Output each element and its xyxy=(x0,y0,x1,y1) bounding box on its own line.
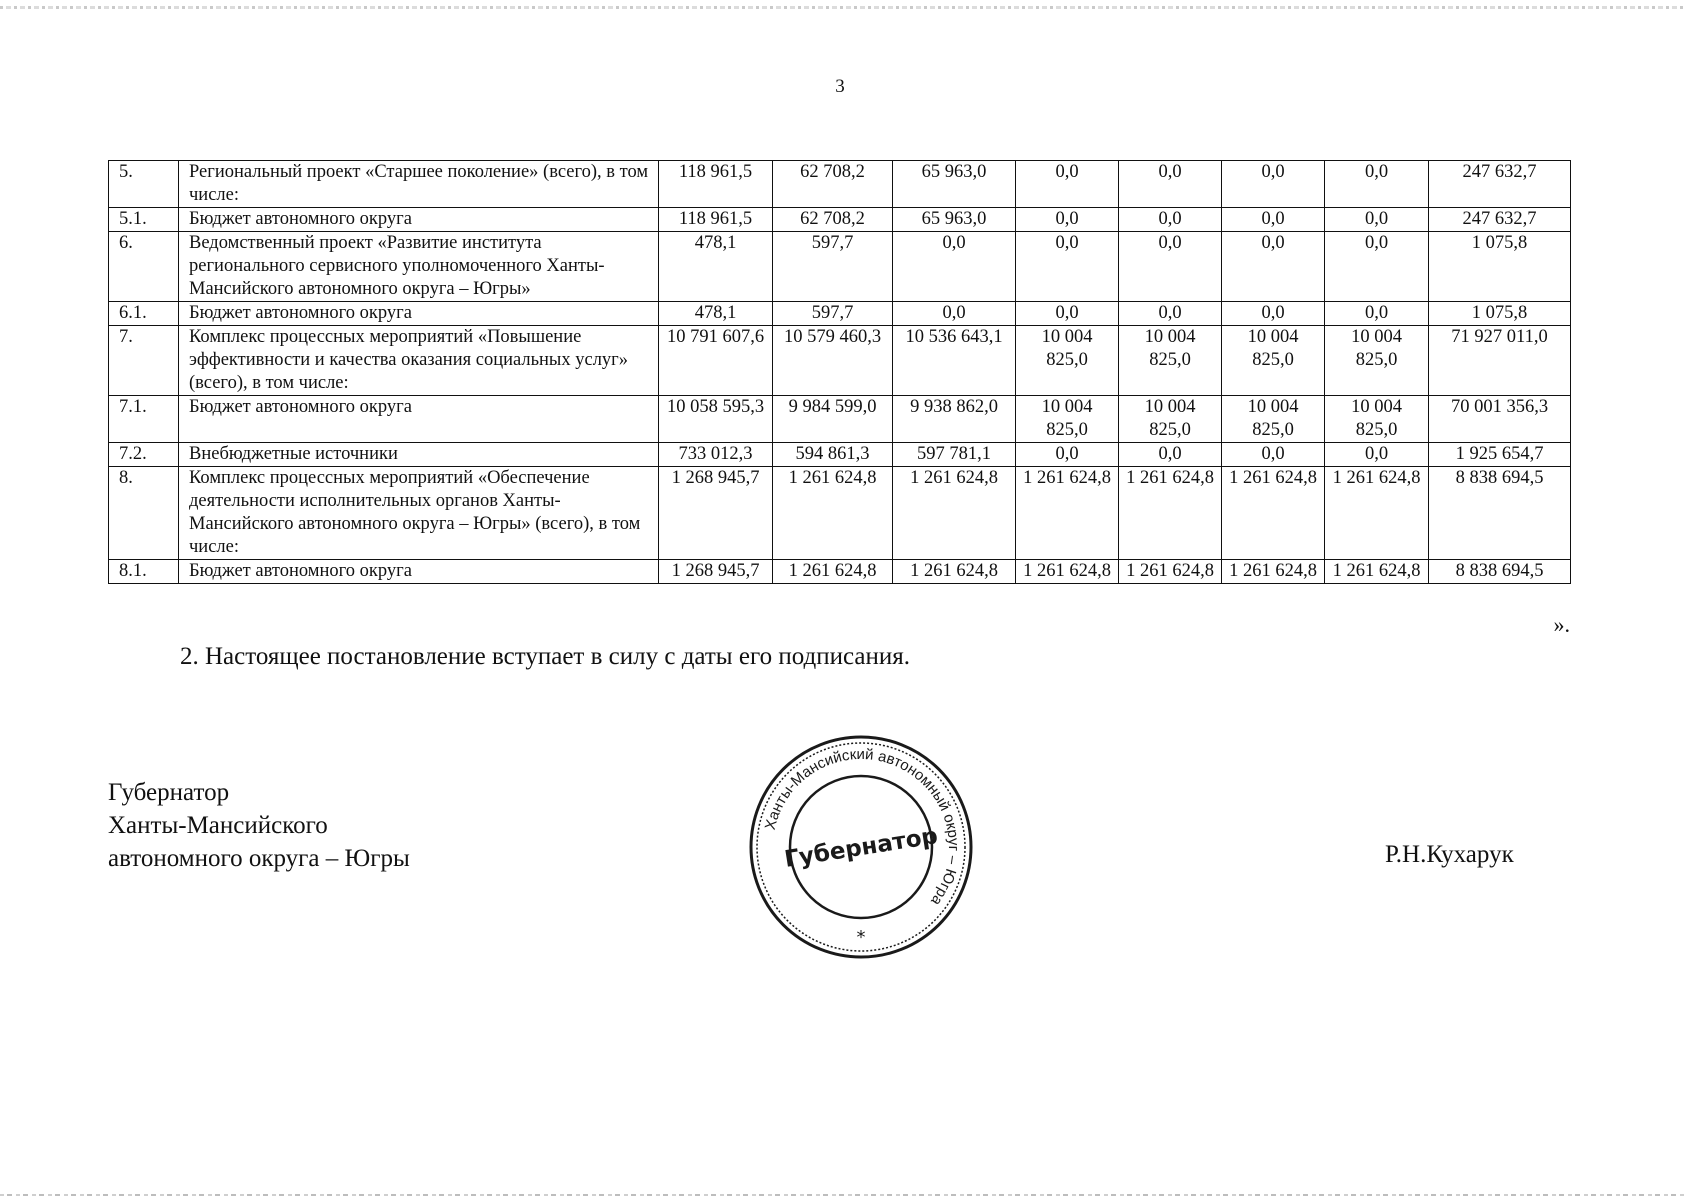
table-body xyxy=(109,161,1571,584)
row-index: 8.1. xyxy=(109,560,179,584)
row-index: 6.1. xyxy=(109,302,179,326)
row-year-value: 65 963,0 xyxy=(893,161,1016,208)
row-year-value: 1 268 945,7 xyxy=(659,467,773,560)
row-name: Региональный проект «Старшее поколение» (всего), в том числе: xyxy=(179,161,659,208)
row-year-value: 478,1 xyxy=(659,232,773,302)
row-year-value: 118 961,5 xyxy=(659,208,773,232)
row-year-value: 1 261 624,8 xyxy=(1222,560,1325,584)
row-year-value: 1 261 624,8 xyxy=(1016,560,1119,584)
row-index: 5. xyxy=(109,161,179,208)
row-year-value: 9 984 599,0 xyxy=(773,396,893,443)
row-year-value: 597 781,1 xyxy=(893,443,1016,467)
row-total-value: 1 075,8 xyxy=(1429,302,1571,326)
row-total-value: 70 001 356,3 xyxy=(1429,396,1571,443)
row-year-value: 0,0 xyxy=(1119,232,1222,302)
table-row xyxy=(109,161,1571,208)
seal-center-text: Губернатор xyxy=(782,823,940,873)
row-index: 7. xyxy=(109,326,179,396)
row-name: Бюджет автономного округа xyxy=(179,560,659,584)
row-year-value: 118 961,5 xyxy=(659,161,773,208)
row-year-value: 0,0 xyxy=(1016,443,1119,467)
seal-star: * xyxy=(856,927,866,948)
row-year-value: 0,0 xyxy=(1325,232,1429,302)
row-year-value: 0,0 xyxy=(1222,302,1325,326)
row-total-value: 1 075,8 xyxy=(1429,232,1571,302)
row-year-value: 0,0 xyxy=(1325,161,1429,208)
row-year-value: 0,0 xyxy=(1222,161,1325,208)
row-total-value: 1 925 654,7 xyxy=(1429,443,1571,467)
row-year-value: 1 261 624,8 xyxy=(1119,560,1222,584)
row-name: Бюджет автономного округа xyxy=(179,396,659,443)
row-year-value: 478,1 xyxy=(659,302,773,326)
row-year-value: 10 004 825,0 xyxy=(1222,326,1325,396)
closing-quote: ». xyxy=(1553,612,1570,637)
table-row xyxy=(109,326,1571,396)
row-total-value: 71 927 011,0 xyxy=(1429,326,1571,396)
row-year-value: 10 004 825,0 xyxy=(1119,326,1222,396)
signer-title-line: Губернатор xyxy=(108,779,230,806)
signer-title-line: Ханты-Мансийского xyxy=(108,812,328,839)
row-index: 8. xyxy=(109,467,179,560)
row-year-value: 597,7 xyxy=(773,302,893,326)
row-year-value: 10 536 643,1 xyxy=(893,326,1016,396)
row-year-value: 62 708,2 xyxy=(773,161,893,208)
row-year-value: 10 579 460,3 xyxy=(773,326,893,396)
row-year-value: 10 004 825,0 xyxy=(1016,396,1119,443)
table-row xyxy=(109,467,1571,560)
row-year-value: 0,0 xyxy=(1119,208,1222,232)
row-total-value: 247 632,7 xyxy=(1429,161,1571,208)
row-index: 5.1. xyxy=(109,208,179,232)
row-year-value: 0,0 xyxy=(1325,208,1429,232)
row-name: Внебюджетные источники xyxy=(179,443,659,467)
row-name: Бюджет автономного округа xyxy=(179,208,659,232)
row-year-value: 0,0 xyxy=(1119,443,1222,467)
row-year-value: 1 261 624,8 xyxy=(1325,467,1429,560)
page-number: 3 xyxy=(835,76,845,97)
row-index: 6. xyxy=(109,232,179,302)
row-year-value: 62 708,2 xyxy=(773,208,893,232)
row-year-value: 10 004 825,0 xyxy=(1119,396,1222,443)
row-year-value: 1 261 624,8 xyxy=(773,467,893,560)
row-total-value: 247 632,7 xyxy=(1429,208,1571,232)
seal-ring-text: Ханты-Мансийский автономный округ – Югра xyxy=(761,745,963,909)
row-year-value: 594 861,3 xyxy=(773,443,893,467)
row-year-value: 1 261 624,8 xyxy=(1222,467,1325,560)
row-year-value: 10 004 825,0 xyxy=(1325,326,1429,396)
row-year-value: 0,0 xyxy=(1325,443,1429,467)
row-year-value: 0,0 xyxy=(1119,161,1222,208)
row-year-value: 0,0 xyxy=(1222,443,1325,467)
row-year-value: 10 004 825,0 xyxy=(1222,396,1325,443)
row-year-value: 0,0 xyxy=(1222,232,1325,302)
row-year-value: 0,0 xyxy=(1016,161,1119,208)
row-index: 7.1. xyxy=(109,396,179,443)
row-year-value: 0,0 xyxy=(1222,208,1325,232)
governor-seal xyxy=(746,732,976,962)
row-index: 7.2. xyxy=(109,443,179,467)
row-year-value: 9 938 862,0 xyxy=(893,396,1016,443)
row-year-value: 10 791 607,6 xyxy=(659,326,773,396)
row-year-value: 597,7 xyxy=(773,232,893,302)
row-total-value: 8 838 694,5 xyxy=(1429,467,1571,560)
row-year-value: 65 963,0 xyxy=(893,208,1016,232)
row-year-value: 0,0 xyxy=(1016,208,1119,232)
row-year-value: 0,0 xyxy=(893,302,1016,326)
effective-date-clause: 2. Настоящее постановление вступает в силу с даты его подписания. xyxy=(180,643,910,670)
row-year-value: 1 261 624,8 xyxy=(773,560,893,584)
row-name: Бюджет автономного округа xyxy=(179,302,659,326)
row-year-value: 1 268 945,7 xyxy=(659,560,773,584)
table-row xyxy=(109,443,1571,467)
row-year-value: 10 004 825,0 xyxy=(1325,396,1429,443)
table-row xyxy=(109,302,1571,326)
table-row xyxy=(109,560,1571,584)
row-name: Ведомственный проект «Развитие института регионального сервисного уполномоченного Ханты-Мансийского автономного округа – Югры» xyxy=(179,232,659,302)
row-year-value: 1 261 624,8 xyxy=(893,467,1016,560)
table-row xyxy=(109,232,1571,302)
signer-title-line: автономного округа – Югры xyxy=(108,845,410,872)
row-name: Комплекс процессных мероприятий «Обеспечение деятельности исполнительных органов Ханты-Мансийского автономного округа – Югры» (всего), в том числе: xyxy=(179,467,659,560)
row-year-value: 10 004 825,0 xyxy=(1016,326,1119,396)
budget-table xyxy=(108,160,1571,584)
row-year-value: 0,0 xyxy=(1016,232,1119,302)
table-row xyxy=(109,396,1571,443)
row-total-value: 8 838 694,5 xyxy=(1429,560,1571,584)
scan-edge-bottom xyxy=(0,1194,1686,1196)
row-year-value: 10 058 595,3 xyxy=(659,396,773,443)
signer-title xyxy=(108,776,410,875)
row-year-value: 1 261 624,8 xyxy=(1016,467,1119,560)
table-row xyxy=(109,208,1571,232)
row-year-value: 1 261 624,8 xyxy=(1325,560,1429,584)
row-name: Комплекс процессных мероприятий «Повышение эффективности и качества оказания социальных услуг» (всего), в том числе: xyxy=(179,326,659,396)
row-year-value: 0,0 xyxy=(893,232,1016,302)
row-year-value: 0,0 xyxy=(1016,302,1119,326)
scan-edge-top xyxy=(0,6,1686,9)
row-year-value: 1 261 624,8 xyxy=(893,560,1016,584)
row-year-value: 0,0 xyxy=(1325,302,1429,326)
signer-name: Р.Н.Кухарук xyxy=(1385,841,1514,868)
row-year-value: 0,0 xyxy=(1119,302,1222,326)
row-year-value: 733 012,3 xyxy=(659,443,773,467)
row-year-value: 1 261 624,8 xyxy=(1119,467,1222,560)
